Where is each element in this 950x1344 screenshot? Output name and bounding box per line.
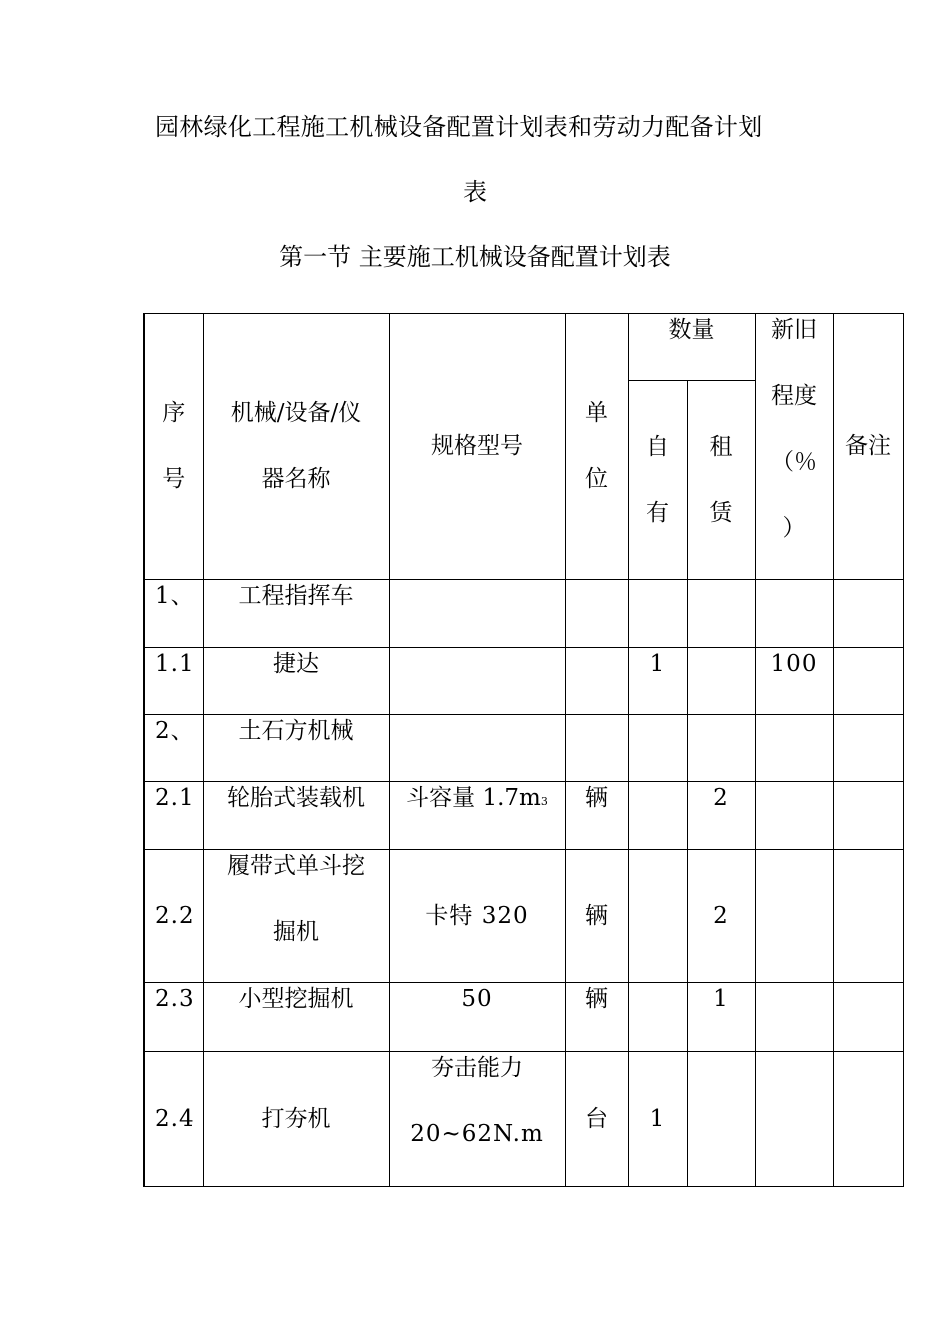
header-quantity: 数量 — [628, 314, 755, 381]
table-row: 2.3 小型挖掘机 50 辆 1 — [144, 983, 903, 1052]
header-remark: 备注 — [833, 314, 903, 580]
document-title-continued: 表 — [463, 178, 487, 206]
header-own: 自 有 — [628, 381, 687, 580]
table-row: 2.4 打夯机 夯击能力 20~62N.m 台 1 — [144, 1052, 903, 1187]
table-row: 1.1 捷达 1 100 — [144, 648, 903, 715]
document-title: 园林绿化工程施工机械设备配置计划表和劳动力配备计划 — [155, 113, 763, 141]
header-unit: 单 位 — [565, 314, 628, 580]
table-row: 2.2 履带式单斗挖 掘机 卡特 320 辆 2 — [144, 850, 903, 983]
table-row: 2.1 轮胎式装载机 斗容量 1.7m3 辆 2 — [144, 782, 903, 850]
header-condition: 新旧 程度 （％ ） — [755, 314, 833, 580]
header-spec: 规格型号 — [389, 314, 565, 580]
header-name: 机械/设备/仪 器名称 — [203, 314, 389, 580]
header-rent: 租 赁 — [687, 381, 755, 580]
table-row: 1、 工程指挥车 — [144, 580, 903, 648]
table-row: 2、 土石方机械 — [144, 715, 903, 782]
equipment-plan-table — [143, 313, 904, 1187]
header-seq: 序 号 — [144, 314, 203, 580]
section-title: 第一节 主要施工机械设备配置计划表 — [279, 243, 671, 271]
